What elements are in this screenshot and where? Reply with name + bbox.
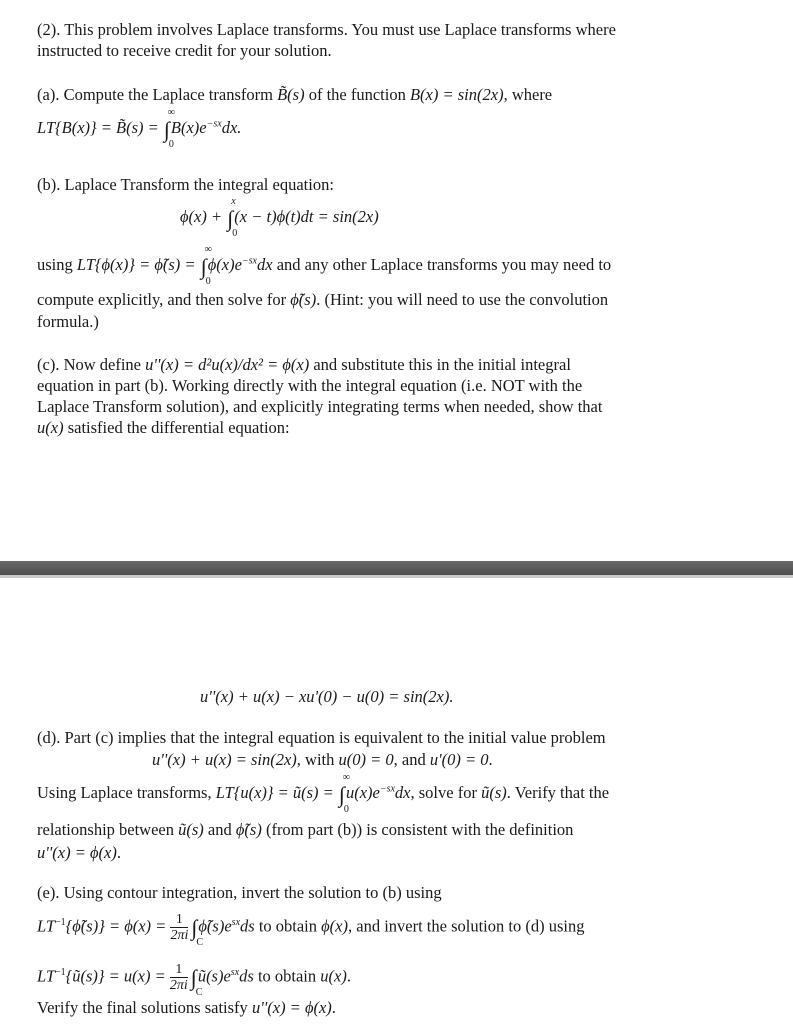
part-c-line-3: Laplace Transform solution), and explicitly integrating terms when needed, show that	[37, 397, 603, 416]
ivp-equation: u''(x) + u(x) = sin(2x)	[152, 750, 297, 769]
part-c-line-1	[37, 355, 571, 375]
integral-sign: ∫ ∞ 0	[200, 244, 212, 287]
part-e-text-post: , and invert the solution to (d) using	[348, 916, 585, 936]
part-e-text: to obtain	[254, 916, 322, 936]
one-over-two-pi-i	[170, 962, 188, 993]
part-d-line-1: (d). Part (c) implies that the integral equation is equivalent to the initial value problem	[37, 728, 606, 747]
differential: ds	[240, 916, 255, 936]
page-divider	[0, 561, 793, 575]
differential-equation: u''(x) + u(x) − xu'(0) − u(0) = sin(2x).	[200, 687, 454, 706]
ivp-text: , and	[393, 750, 430, 769]
fraction-denominator: 2πi	[170, 928, 189, 943]
part-c-line-4	[37, 418, 290, 438]
inverse-lt: LT	[37, 916, 56, 936]
integral-upper-limit: ∞	[342, 772, 351, 783]
part-a-text: (a). Compute the Laplace transform	[37, 85, 278, 104]
integrand: B(x)e	[170, 118, 207, 137]
part-c-text: (c). Now define	[37, 355, 146, 374]
part-b-using-line	[37, 244, 612, 287]
part-d-ivp	[152, 750, 493, 770]
integral-lower-limit: 0	[168, 139, 174, 150]
contour-label: C	[196, 937, 204, 949]
exponent: −sx	[241, 255, 257, 267]
period: .	[346, 966, 351, 986]
integral-lower-limit: 0	[343, 804, 349, 815]
phi-tilde-s: ϕ̃(s)	[290, 290, 317, 309]
part-d-text: , solve for	[410, 783, 482, 802]
part-d-text: and	[203, 820, 236, 839]
exponent: −sx	[379, 783, 395, 795]
using-text-post: and any other Laplace transforms you may need to	[272, 255, 612, 274]
part-c-text-end: satisfied the differential equation:	[63, 418, 290, 437]
integrand: u(x)e	[345, 783, 380, 802]
u-double-prime-equals-phi: u''(x) = ϕ(x)	[37, 843, 117, 862]
part-d-text-post: (from part (b)) is consistent with the definition	[261, 820, 574, 839]
phi-of-x: ϕ(x)	[321, 916, 348, 936]
part-e-line-1: (e). Using contour integration, invert the solution to (b) using	[37, 883, 442, 902]
part-a-text-post: , where	[503, 85, 553, 104]
inverse-phi-lhs: {ϕ̃(s)} = ϕ(x) =	[65, 916, 171, 936]
equation-lhs: ϕ(x) +	[180, 207, 227, 226]
part-b-text: compute explicitly, and then solve for	[37, 290, 291, 309]
part-d-text: Using Laplace transforms,	[37, 783, 216, 802]
ivp-text: , with	[296, 750, 339, 769]
part-c-line-2: equation in part (b). Working directly with the integral equation (i.e. NOT with the	[37, 376, 583, 395]
integral-upper-limit: ∞	[204, 244, 212, 255]
initial-condition-u: u(0) = 0	[338, 750, 394, 769]
part-a-line-1	[37, 85, 552, 105]
fraction-denominator: 2πi	[169, 978, 188, 993]
exponent: sx	[231, 916, 241, 928]
part-b-line-4: formula.)	[37, 312, 99, 331]
period: .	[116, 843, 121, 862]
part-e-text: Verify the final solutions satisfy	[37, 998, 252, 1017]
contour-integral-sign: ∫ C	[190, 965, 203, 999]
u-double-prime-definition: u''(x) = d²u(x)/dx² = ϕ(x)	[145, 355, 310, 374]
u-tilde-s: ũ(s)	[178, 820, 204, 839]
laplace-definition-lhs: LT{B(x)} = B̃(s) =	[37, 118, 163, 137]
integral-equation	[180, 196, 379, 239]
part-d-line-3	[37, 772, 610, 815]
integral-sign: ∫ ∞ 0	[163, 107, 176, 150]
fraction-numerator: 1	[175, 912, 183, 927]
contour-integral-sign: ∫ C	[191, 915, 204, 949]
laplace-u-definition: LT{u(x)} = ũ(s) =	[215, 783, 338, 802]
part-d-line-5	[37, 843, 121, 863]
u-tilde-s: ũ(s)	[481, 783, 507, 802]
part-d-text-end: . Verify that the	[506, 783, 610, 802]
equation-integrand: (x − t)ϕ(t)dt = sin(2x)	[234, 207, 379, 226]
part-b-hint: . (Hint: you will need to use the convolution	[316, 290, 609, 309]
integral-lower-limit: 0	[232, 228, 238, 239]
using-text: using	[37, 255, 77, 274]
differential: dx.	[221, 118, 242, 137]
problem-intro-line-2: instructed to receive credit for your solution.	[37, 41, 332, 60]
exponent: −sx	[206, 118, 222, 130]
part-d-text: relationship between	[37, 820, 179, 839]
part-a-line-2	[37, 107, 242, 150]
integral-upper-limit: x	[231, 196, 236, 207]
integrand: ũ(s)e	[197, 966, 231, 986]
differential: ds	[239, 966, 254, 986]
phi-tilde-s: ϕ̃(s)	[235, 820, 262, 839]
integral-lower-limit: 0	[205, 276, 211, 287]
inverse-u-lhs: {ũ(s)} = u(x) =	[65, 966, 170, 986]
laplace-phi-definition: LT{ϕ(x)} = ϕ̃(s) =	[76, 255, 200, 274]
fraction-numerator: 1	[175, 962, 183, 977]
inverse-exponent: −1	[55, 916, 66, 928]
exponent: sx	[230, 966, 240, 978]
b-tilde-s: B̃(s)	[277, 85, 305, 104]
integrand: ϕ̃(s)e	[198, 916, 232, 936]
part-d-line-4	[37, 820, 573, 840]
part-e-text: to obtain	[253, 966, 321, 986]
problem-intro-line-1: (2). This problem involves Laplace transforms. You must use Laplace transforms where	[37, 20, 616, 39]
integral-upper-limit: ∞	[167, 107, 176, 118]
part-b-line-3	[37, 290, 608, 310]
differential: dx	[394, 783, 411, 802]
part-e-inverse-1	[37, 912, 585, 949]
u-of-x: u(x)	[320, 966, 347, 986]
inverse-lt: LT	[37, 966, 56, 986]
page-divider-shadow	[0, 575, 793, 578]
differential: dx	[256, 255, 273, 274]
part-e-last-line	[37, 998, 336, 1018]
function-b-x: B(x) = sin(2x)	[409, 85, 504, 104]
initial-condition-u-prime: u'(0) = 0	[429, 750, 489, 769]
u-of-x: u(x)	[37, 418, 64, 437]
period: .	[331, 998, 336, 1017]
part-b-line-1: (b). Laplace Transform the integral equation:	[37, 175, 334, 194]
integrand: ϕ(x)e	[207, 255, 242, 274]
one-over-two-pi-i	[170, 912, 188, 943]
part-c-text-post: and substitute this in the initial integral	[309, 355, 571, 374]
ivp-period: .	[488, 750, 493, 769]
part-a-text-mid: of the function	[304, 85, 410, 104]
integral-sign: ∫ x 0	[227, 196, 238, 239]
contour-label: C	[195, 987, 203, 999]
u-double-prime-equals-phi: u''(x) = ϕ(x)	[251, 998, 332, 1017]
integral-sign: ∫ ∞ 0	[338, 772, 351, 815]
part-e-inverse-2	[37, 962, 351, 999]
inverse-exponent: −1	[55, 966, 66, 978]
